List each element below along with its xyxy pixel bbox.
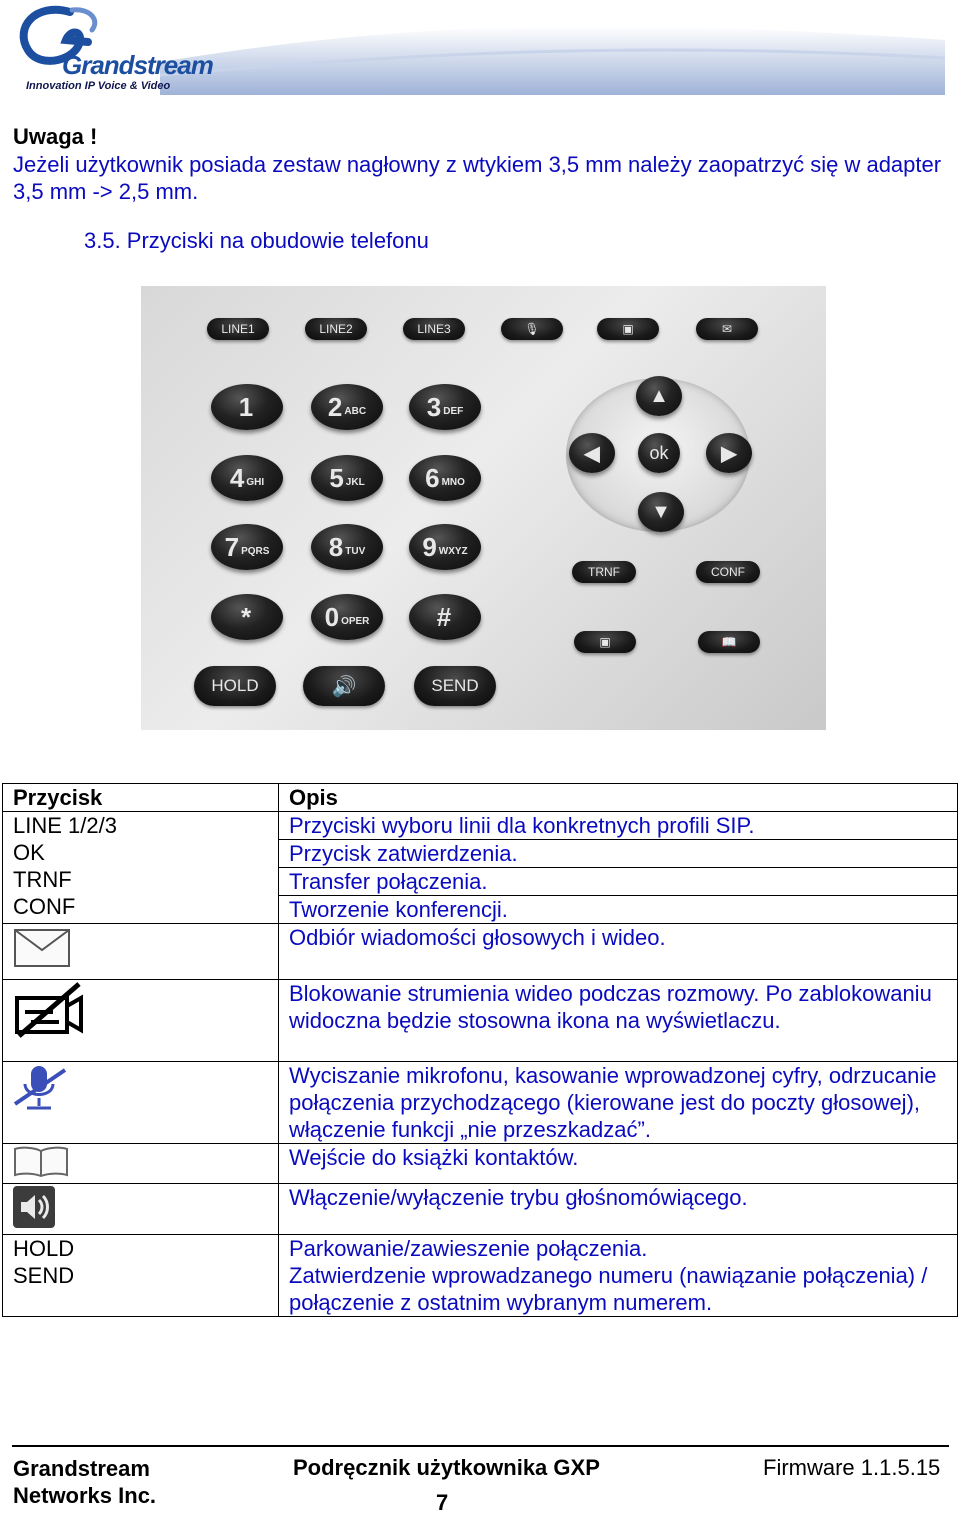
header-button: Przycisk	[3, 784, 279, 812]
digit-key-letters: PQRS	[241, 545, 270, 557]
nav-up-key: ▲	[636, 376, 682, 416]
trnf-key: TRNF	[572, 561, 636, 583]
keypad-photo	[141, 286, 826, 730]
digit-key	[409, 384, 481, 430]
desc-speaker: Włączenie/wyłączenie trybu głośnomówiącego.	[279, 1184, 958, 1235]
digit-key	[211, 455, 283, 501]
digit-key-letters: MNO	[441, 476, 465, 488]
button-conf: CONF	[13, 894, 76, 919]
footer-firmware: Firmware 1.1.5.15	[763, 1455, 941, 1480]
table-row	[3, 980, 958, 1062]
table-row	[3, 1144, 958, 1184]
button-send: SEND	[13, 1263, 75, 1288]
button-hold: HOLD	[13, 1236, 75, 1261]
table-row	[3, 1235, 958, 1317]
speaker-icon: 🔊	[331, 675, 357, 698]
table-row	[3, 1062, 958, 1144]
logo-tagline: Innovation IP Voice & Video	[26, 80, 171, 92]
nav-left-key: ◀	[569, 433, 615, 473]
desc-mute: Wyciszanie mikrofonu, kasowanie wprowadzonej cyfry, odrzucanie połączenia przychodzącego (kierowane jest do poczty głosowej), włączenie funkcji „nie przeszkadzać”.	[279, 1062, 958, 1144]
footer-company-line2: Networks Inc.	[13, 1483, 157, 1508]
digit-key-letters: ABC	[344, 405, 367, 417]
ok-key: ok	[638, 433, 680, 473]
digit-key	[311, 524, 383, 570]
digit-key-number: 0	[324, 601, 340, 632]
digit-key-number: 8	[328, 531, 344, 562]
contact-icon: ▣	[599, 635, 611, 649]
line1-key: LINE1	[207, 318, 269, 340]
digit-key	[311, 594, 383, 640]
desc-hold: Parkowanie/zawieszenie połączenia.	[289, 1236, 648, 1261]
digit-key-letters: DEF	[443, 405, 464, 417]
desc-ok: Przycisk zatwierdzenia.	[279, 840, 957, 868]
mute-mic-icon	[13, 1064, 69, 1112]
digit-key-letters: OPER	[341, 615, 370, 627]
book-icon	[13, 1145, 69, 1177]
digit-key-number: 6	[425, 462, 440, 493]
desc-book: Wejście do książki kontaktów.	[279, 1144, 958, 1184]
digit-key-number: *	[240, 601, 252, 632]
section-title: 3.5. Przyciski na obudowie telefonu	[84, 228, 429, 253]
send-key: SEND	[414, 666, 496, 706]
digit-key-number: #	[436, 601, 452, 632]
digit-key-number: 7	[224, 531, 240, 562]
book-icon: 📖	[721, 635, 737, 649]
video-block-key	[597, 318, 659, 340]
digit-key-number: 9	[422, 531, 437, 562]
envelope-icon: ✉	[721, 322, 733, 336]
digit-key	[211, 384, 283, 430]
button-ok: OK	[13, 840, 45, 865]
digit-key	[409, 524, 481, 570]
desc-message: Odbiór wiadomości głosowych i wideo.	[279, 924, 958, 980]
digit-key	[311, 384, 383, 430]
digit-key-letters: TUV	[345, 545, 366, 557]
desc-send: Zatwierdzenie wprowadzanego numeru (nawiązanie połączenia) / połączenie z ostatnim wybranym numerem.	[289, 1263, 928, 1315]
digit-key	[211, 524, 283, 570]
digit-key	[409, 455, 481, 501]
footer-manual: Podręcznik użytkownika GXP	[293, 1455, 600, 1480]
buttons-table	[2, 783, 958, 1317]
conf-key: CONF	[696, 561, 760, 583]
digit-key	[409, 594, 481, 640]
digit-key-letters: WXYZ	[438, 545, 468, 557]
logo-wordmark: Grandstream	[62, 50, 213, 80]
nav-right-key: ▶	[706, 433, 752, 473]
video-block-icon	[13, 982, 85, 1038]
digit-key-number: 5	[329, 462, 344, 493]
digit-key	[311, 455, 383, 501]
digit-key-letters: GHI	[246, 476, 265, 488]
table-row	[3, 812, 958, 924]
digit-key-number: 3	[426, 391, 442, 422]
footer-divider	[12, 1445, 949, 1447]
table-row	[3, 924, 958, 980]
contact-key	[574, 631, 636, 653]
header-desc: Opis	[279, 784, 958, 812]
footer-company-line1: Grandstream	[13, 1456, 150, 1481]
mute-key	[501, 318, 563, 340]
digit-key-number: 1	[238, 391, 254, 422]
line3-key: LINE3	[403, 318, 465, 340]
table-header-row	[3, 784, 958, 812]
mute-mic-icon: 🎙	[524, 322, 540, 336]
digit-key-letters: JKL	[345, 476, 365, 488]
desc-conf: Tworzenie konferencji.	[289, 897, 508, 922]
table-row	[3, 1184, 958, 1235]
line2-key: LINE2	[305, 318, 367, 340]
warning-title: Uwaga !	[13, 124, 98, 149]
nav-down-key: ▼	[638, 492, 684, 532]
footer-company	[13, 1455, 156, 1509]
phonebook-key	[698, 631, 760, 653]
desc-trnf: Transfer połączenia.	[279, 868, 957, 896]
warning-text: Jeżeli użytkownik posiada zestaw nagłowny z wtykiem 3,5 mm należy zaopatrzyć się w adapter 3,5 mm -> 2,5 mm.	[13, 152, 942, 204]
envelope-icon	[13, 926, 71, 970]
button-trnf: TRNF	[13, 867, 72, 892]
page-number: 7	[436, 1490, 449, 1515]
digit-key-number: 4	[229, 462, 245, 493]
speaker-icon	[13, 1186, 55, 1228]
button-line: LINE 1/2/3	[13, 813, 117, 838]
digit-key	[211, 594, 283, 640]
hold-key: HOLD	[194, 666, 276, 706]
desc-line: Przyciski wyboru linii dla konkretnych profili SIP.	[279, 812, 957, 840]
video-block-icon: ▣	[622, 322, 634, 336]
desc-video-block: Blokowanie strumienia wideo podczas rozmowy. Po zablokowaniu widoczna będzie stosowna ikona na wyświetlaczu.	[279, 980, 958, 1062]
digit-key-number: 2	[327, 391, 343, 422]
message-key	[696, 318, 758, 340]
speaker-key	[303, 666, 385, 706]
